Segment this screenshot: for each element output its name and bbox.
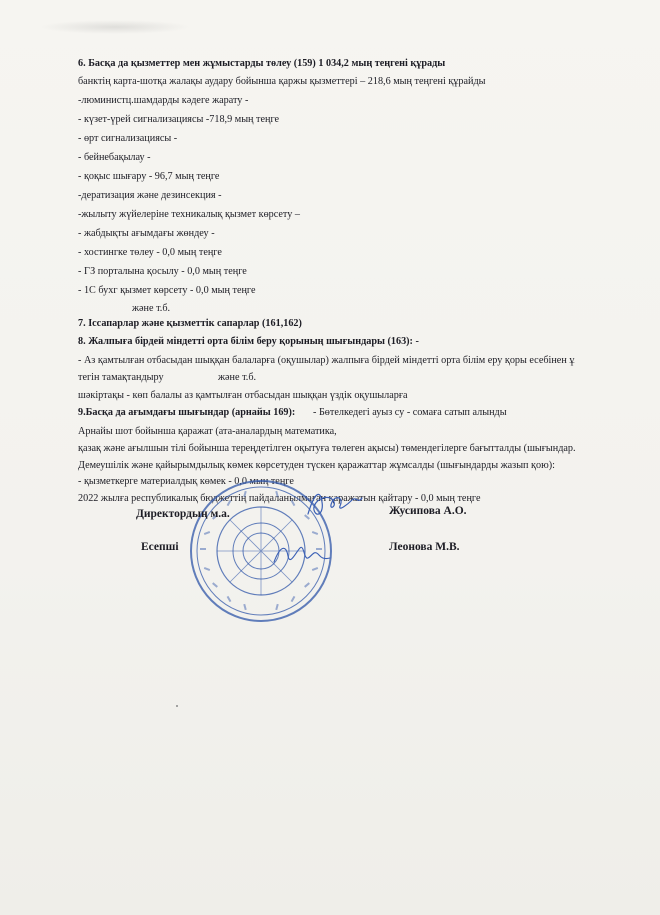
text-line: банктің карта-шотқа жалақы аудару бойынша қаржы қызметтері – 218,6 мың теңгені құрайды [78,76,486,87]
text-line: - ГЗ порталына қосылу - 0,0 мың теңге [78,266,247,277]
text-line: -жылыту жүйелеріне техникалық қызмет көрсету – [78,209,300,220]
text-line: Арнайы шот бойынша қаражат (ата-аналардың математика, [78,426,337,437]
text-line: қазақ және ағылшын тілі бойынша тереңдетілген оқытуға төлеген ақысы) төмендегілерге бағытталды (шығындар. [78,443,576,454]
text-line: - өрт сигнализациясы - [78,133,178,144]
text-line: Демеушілік және қайырымдылық көмек көрсетуден түскен қаражаттар жұмсалды (шығындарды жазып қою): [78,460,555,471]
text-line: және т.б. [132,303,171,314]
director-name: Жусипова А.О. [389,505,467,517]
text-line: - күзет-үрей сигнализациясы -718,9 мың теңге [78,114,280,125]
text-line: -дератизация және дезинсекция - [78,190,222,201]
scan-smudge [40,20,190,34]
section-9-heading: 9.Басқа да ағымдағы шығындар (арнайы 169): [78,407,296,418]
accountant-signature [270,538,334,574]
text-line: тегін тамақтандыру [78,372,164,383]
text-line: - жабдықты ағымдағы жөндеу - [78,228,215,239]
section-7-heading: 7. Іссапарлар және қызметтік сапарлар (161,162) [78,318,302,329]
accountant-name: Леонова М.В. [389,541,460,553]
accountant-title: Есепші [141,541,179,553]
text-line: - Бөтелкедегі ауыз су - сомаға сатып алынды [313,407,507,418]
section-8-heading: 8. Жалпыға бірдей міндетті орта білім беру қорының шығындары (163): - [78,336,419,347]
director-title: Директордың м.а. [136,508,230,520]
text-line: шәкіртақы - көп балалы аз қамтылған отбасыдан шыққан үздік оқушыларға [78,390,408,401]
text-line: - қызметкерге материалдық көмек - 0,0 мың теңге [78,476,294,487]
text-line: және т.б. [218,372,257,383]
text-line: - хостингке төлеу - 0,0 мың теңге [78,247,222,258]
text-line: - 1С бухг қызмет көрсету - 0,0 мың теңге [78,285,256,296]
text-line: - қоқыс шығару - 96,7 мың теңге [78,171,220,182]
text-line: -люминистц.шамдарды кәдеге жарату - [78,95,249,106]
text-line: - Аз қамтылған отбасыдан шыққан балаларға (оқушылар) жалпыға бірдей міндетті орта білім еру қоры есебінен ұ [78,355,575,366]
text-line: - бейнебақылау - [78,152,151,163]
text-line: 2022 жылға республикалық бюджеттің пайдаланылмаған қаражатын қайтару - 0,0 мың теңге [78,493,481,504]
director-signature [300,484,370,524]
scan-speck [176,705,178,707]
section-6-heading: 6. Басқа да қызметтер мен жұмыстарды төлеу (159) 1 034,2 мың теңгені құрады [78,58,446,69]
